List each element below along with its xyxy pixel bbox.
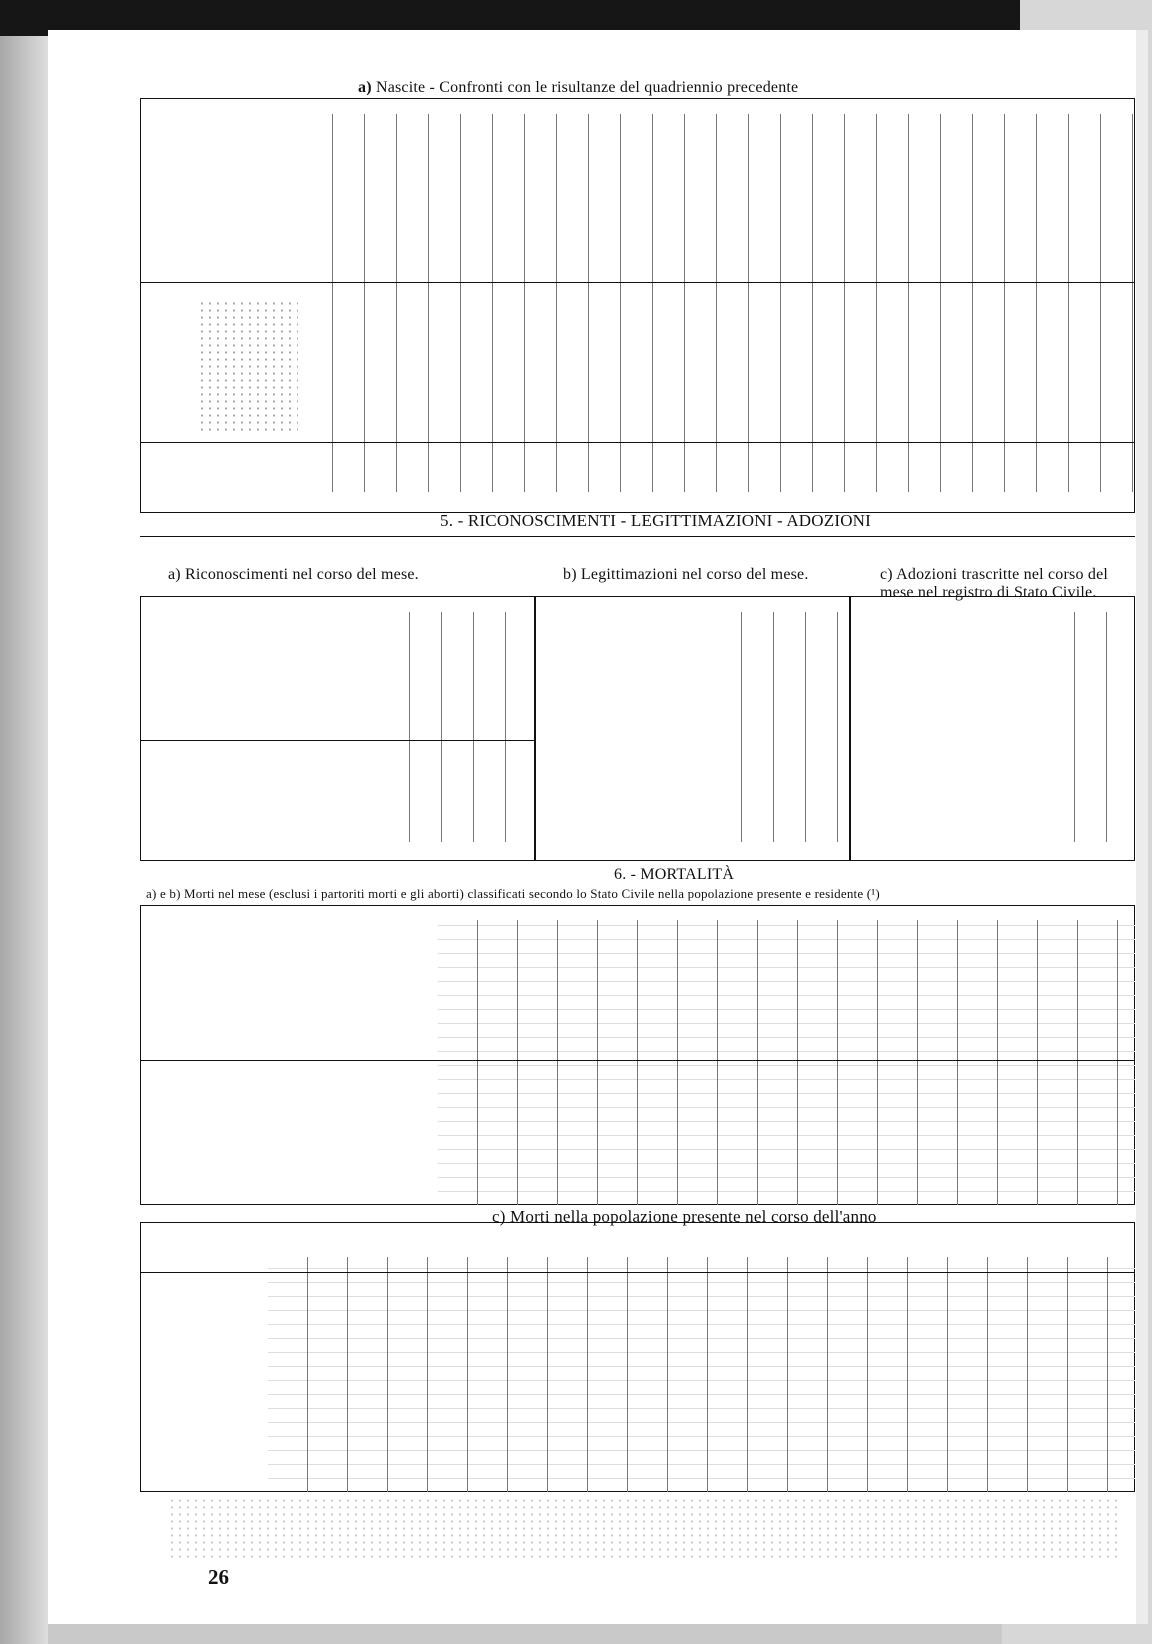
recognitions-section-title: 5. - RICONOSCIMENTI - LEGITTIMAZIONI - ADOZIONI xyxy=(440,511,872,530)
mortality-monthly-title: a) e b) Morti nel mese (esclusi i partoriti morti e gli aborti) classificati secondo lo Stato Civile nella popolazione presente e residente (¹) xyxy=(146,886,880,901)
birth-table-title: a) Nascite - Confronti con le risultanze del quadriennio precedente xyxy=(358,79,799,96)
recognitions-title: a) Riconoscimenti nel corso del mese. xyxy=(168,566,419,583)
birth-table-columns xyxy=(301,114,1134,492)
yearly-deaths-title: c) Morti nella popolazione presente nel corso dell'anno xyxy=(492,1207,877,1226)
page-number: 26 xyxy=(208,1565,229,1589)
legitimations-title: b) Legittimazioni nel corso del mese. xyxy=(563,566,809,583)
adoptions-title: c) Adozioni trascritte nel corso del mese nel registro di Stato Civile. xyxy=(880,566,1109,601)
footnotes-block xyxy=(168,1497,1118,1559)
mortality-section-title: 6. - MORTALITÀ xyxy=(614,866,735,883)
scan-edge xyxy=(0,0,48,1644)
document-page xyxy=(48,30,1148,1624)
